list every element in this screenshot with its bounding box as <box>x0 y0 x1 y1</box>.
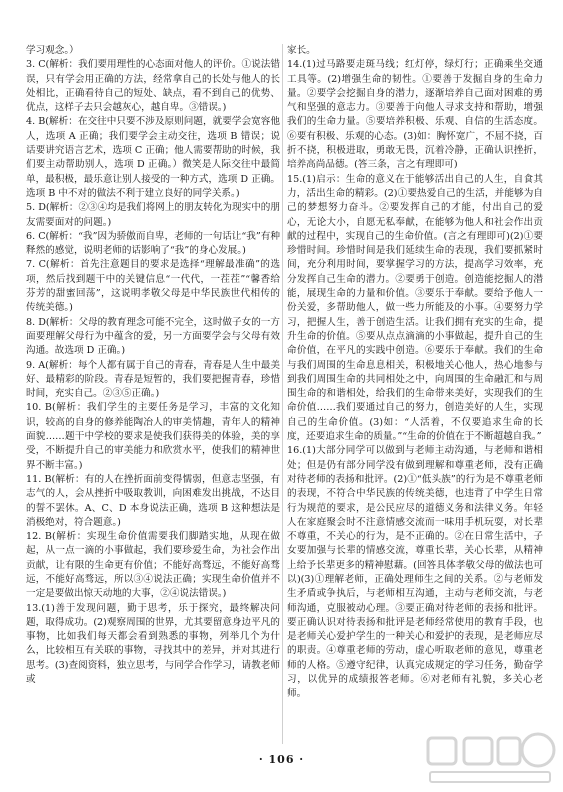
answer-entry: 15.(1)启示：生命的意义在于能够活出自己的人生，自食其力，活出生命的精彩。(2)①要热爱自己的生活，并能够为自己的梦想努力奋斗。②要发挥自己的才能，付出自己的爱心，无论大小，自愿无私奉献，在能够为他人和社会作出贡献的过程中，实现自己的生命价值。(言之有理即可)(2)①要珍惜时间。珍惜时间是我们延续生命的表现，我们要抓紧时间，充分利用时间，要掌握学习的方法，提高学习效率，充分发挥自己生命的潜力。②要勇于创造。创造能挖掘人的潜能，展现生命的力量和价值。③要乐于奉献。要给予他人一份关爱，多帮助他人，做一些力所能及的小事。④要努力学习，把握人生，善于创造生活。让我们拥有充实的生命，提升生命的价值。⑤要从点点滴滴的小事做起，提升自己的生命价值，在平凡的实践中创造。⑥要乐于奉献。我们的生命与我们周围的生命息息相关，积极地关心他人，热心地参与到我们周围生命的共同相处之中，向周围的生命融汇和与周围生命的和谐相处，给我们的生命带来美好，实现我们的生命价值……我们要通过自己的努力，创造美好的人生，实现自己的生命价值。(3)如：“人活着，不仅要追求生命的长度，还要追求生命的质量。”“生命的价值在于不断超越自我。” <box>287 173 543 443</box>
page-number: · 106 · <box>258 753 305 766</box>
answer-entry: 学习观念。） <box>26 45 79 56</box>
answer-entry: 11. B(解析：有的人在挫折面前变得懦弱，但意志坚强，有志气的人，会从挫折中吸取教训，向困难发出挑战，不达目的誓不罢休。A、C、D 本身说法正确，选项 B 这种想法是消极绝对，符合题意。) <box>26 473 280 528</box>
answer-entry: 12. B(解析：实现生命价值需要我们脚踏实地，从现在做起，从一点一滴的小事做起，我们要珍爱生命，为社会作出贡献，让有限的生命更有价值；不能好高骛远，不能好高骛远，不能好高骛远，所以③④说法正确；实现生命价值并不一定是要做出惊天动地的大事，②④说法错误。) <box>26 531 280 600</box>
column-divider <box>282 44 283 744</box>
answer-entry: 16.(1)大部分同学可以做到与老师主动沟通，与老师和谐相处；但是仍有部分同学没有做到理解和尊重老师，没有正确对待老师的表扬和批评。(2)①“低头族”的行为是不尊重老师的表现，不符合中华民族的传统美德，也违背了中学生日常行为规范的要求，是公民应尽的道德义务和法律义务。年轻人在家庭聚会时不注意情感交流而一味用手机玩耍，对长辈不尊重，不关心的行为，是不正确的。②在日常生活中，子女要加强与长辈的情感交流，尊重长辈，关心长辈，从精神上给予长辈更多的精神慰藉。(回答具体孝敬父母的做法也可以)(3)①理解老师，正确处理师生之间的关系。②与老师发生矛盾或争执后，与老师相互沟通，主动与老师交流，与老师沟通，克服被动心理。③要正确对待老师的表扬和批评。要正确认识对待表扬和批评是老师经常使用的教育手段，也是老师关心爱护学生的一种关心和爱护的表现，是老师应尽的职责。④尊重老师的劳动，虚心听取老师的意见，尊重老师的人格。⑤遵守纪律，认真完成规定的学习任务，勤奋学习，以优异的成绩报答老师。⑥对老师有礼貌，多关心老师。 <box>287 445 543 700</box>
answer-entry: 14.(1)过马路要走斑马线；红灯停，绿灯行；正确乘坐交通工具等。(2)增强生命的韧性。①要善于发掘自身的生命力量。②要学会挖掘自身的潜力，逐渐培养自己面对困难的勇气和坚强的意志力。③要善于向他人寻求支持和帮助，增强我们的生命力量。⑤要培养积极、乐观、自信的生活态度。⑥要有积极、乐观的心态。(3)如：胸怀宽广，不屈不挠，百折不挠，积极进取，勇敢无畏，沉着冷静，正确认识挫折，培养高尚品德。(答三条，言之有理即可) <box>287 59 543 171</box>
watermark-logo <box>420 728 560 788</box>
answer-entry: 10. B(解析：我们学生的主要任务是学习，丰富的文化知识，较高的自身的修养能陶冶人的审美情趣，青年人的精神面貌……题干中学校的要求是使我们获得美的体验，美的享受，不断提升自己的审美能力和欣赏水平，使我们的精神世界不断丰富。) <box>26 402 280 471</box>
answer-entry: 3. C(解析：我们要用理性的心态面对他人的评价。①说法错误，只有学会用正确的方法，经常拿自己的长处与他人的长处相比，正确看待自己的短处、缺点，看不到自己的优势、优点，这样子去只会越灰心，越自卑。③错误。) <box>26 59 280 114</box>
answer-entry: 7. C(解析：首先注意题目的要求是选择“理解最准确”的选项，然后找到题干中的关键信息“一代代，一茬茬”“馨香给芬芳的甜蜜回荡”，这说明孝敬父母是中华民族世代相传的传统美德。) <box>26 259 280 314</box>
answer-entry: 家长。 <box>287 45 316 56</box>
answer-entry: 8. D(解析：父母的教育理念可能不完全，这时做子女的一方面要理解父母行为中蕴含的爱，另一方面要学会与父母有效沟通。故选项 D 正确。) <box>26 316 280 357</box>
answer-entry: 4. B(解析：在交往中只要不涉及原则问题，就要学会宽容他人，选项 A 正确；我们要学会主动交往，选项 B 错误；说话要讲究语言艺术，选项 C 正确；他人需要帮助的时候，我们要主动帮助别人，选项 D 正确。）微笑是人际交往中最简单，最积极，最乐意让别人接受的一种方式，选项 D 正确。选项 B 中不对的做法不利于建立良好的同学关系。) <box>26 116 280 199</box>
answer-entry: 6. C(解析：“我”因为骄傲而自卑，老师的一句话让“我”有种释然的感觉，说明老师的话影响了“我”的身心发展。) <box>26 230 280 257</box>
answer-entry: 9. A(解析：每个人都有属于自己的青春，青春是人生中最美好、最精彩的阶段。青春是短暂的，我们要把握青春，珍惜时间，充实自己。②③⑤正确。) <box>26 359 280 400</box>
right-column <box>287 44 543 702</box>
answer-entry: 5. D(解析：②③④均是我们将网上的朋友转化为现实中的朋友需要面对的问题。) <box>26 202 280 228</box>
left-column <box>26 44 280 687</box>
answer-entry: 13.(1)善于发现问题，勤于思考，乐于探究，最终解决问题，取得成功。(2)观察周围的世界，尤其要留意身边平凡的事物，比如我们每天都会看到熟悉的事物，列举几个为什么，比较相互有关联的事物，寻找其中的差异，并对其进行思考。(3)查阅资料，独立思考，与同学合作学习，请教老师或 <box>26 602 280 686</box>
